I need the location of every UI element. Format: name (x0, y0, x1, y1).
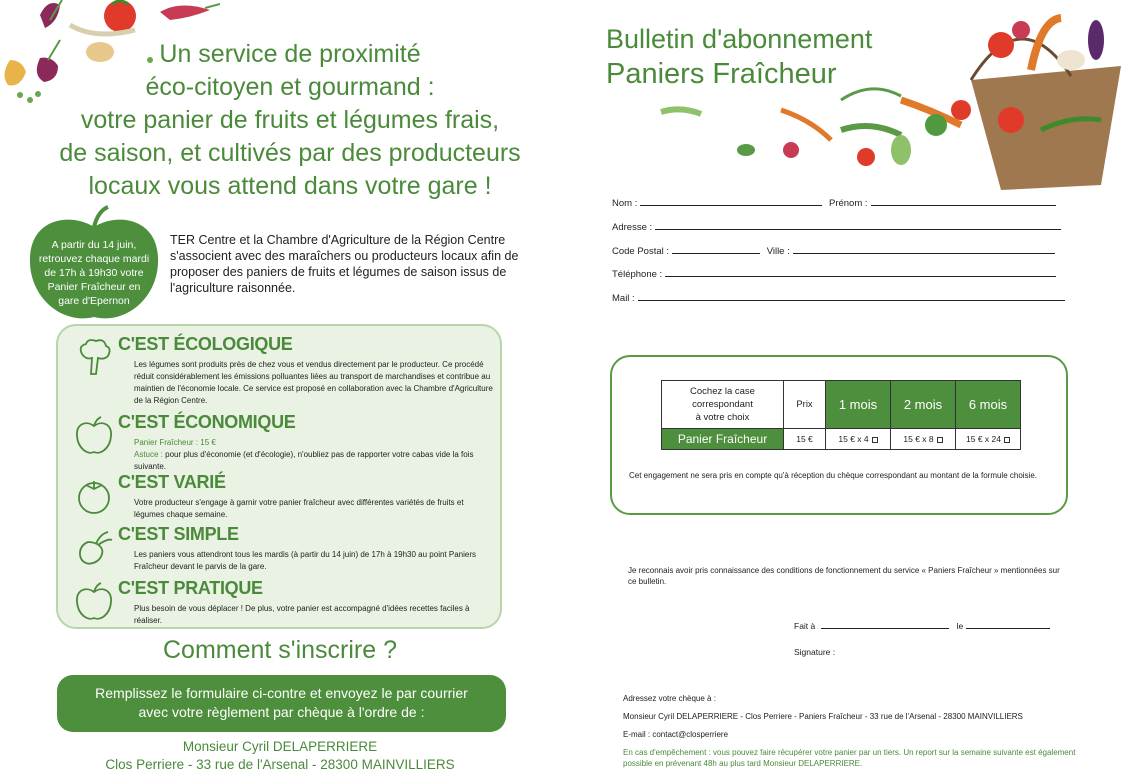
date-field[interactable] (966, 621, 1050, 629)
option-value: 15 € x 8 (903, 434, 934, 444)
email-line: E-mail : contact@closperriere (623, 730, 729, 739)
headline-line: Un service de proximité (159, 40, 421, 68)
subscription-box (610, 355, 1068, 515)
choice-header-line: correspondant (692, 399, 753, 410)
checkbox-icon[interactable] (872, 437, 878, 443)
adresse-field[interactable] (655, 222, 1061, 230)
row-label: Panier Fraîcheur (662, 429, 784, 450)
payee-name: Monsieur Cyril DELAPERRIERE (182, 739, 378, 754)
headline-line: locaux vous attend dans votre gare ! (88, 172, 492, 200)
intro-paragraph: TER Centre et la Chambre d'Agriculture de la Région Centre s'associent avec des maraîchers ou producteurs locaux afin de proposer des paniers de fruits et légumes de saison issus de l'agriculture raisonnée. (170, 233, 519, 295)
fait-row (794, 621, 1050, 631)
month-header-6: 6 mois (956, 381, 1021, 429)
instructions-line: Remplissez le formulaire ci-contre et envoyez le par courrier (95, 685, 468, 701)
headline (40, 38, 540, 203)
feature-title: C'EST SIMPLE (118, 524, 239, 544)
broccoli-icon (74, 338, 114, 378)
feature-title: C'EST PRATIQUE (118, 578, 263, 598)
fait-label: Fait à (794, 621, 816, 631)
apple-icon (74, 416, 114, 456)
form-row-mail (612, 293, 1065, 304)
ville-field[interactable] (793, 246, 1055, 254)
option-1-mois[interactable] (826, 429, 891, 450)
telephone-label: Téléphone : (612, 269, 663, 280)
feature-title: C'EST ÉCONOMIQUE (118, 412, 296, 432)
form-row-city (612, 246, 1055, 257)
option-6-mois[interactable] (956, 429, 1021, 450)
fait-field[interactable] (821, 621, 949, 629)
headline-line: de saison, et cultivés par des producteurs (59, 139, 521, 167)
empechement-note: En cas d'empêchement : vous pouvez faire récupérer votre panier par un tiers. Un report sur la semaine suivante est également possible en prévenant 48h au plus tard Monsieur DELAPERRIERE. (623, 748, 1076, 768)
prix-header: Prix (784, 381, 826, 429)
feature-text: Les légumes sont produits près de chez vous et vendus directement par le producteur. Ce procédé réduit considérablement les émissions polluantes liées au transport de marchandises et contribue au maintien de l'économie locale. Ce service est proposé en collaboration avec la Chambre d'Agriculture de la Région Centre. (134, 360, 493, 405)
comment-sinscrire-heading: Comment s'inscrire ? (163, 636, 397, 664)
bulletin-title: Bulletin d'abonnement (606, 24, 873, 54)
radish-icon (74, 528, 114, 568)
right-page (561, 0, 1122, 774)
option-2-mois[interactable] (891, 429, 956, 450)
feature-title: C'EST ÉCOLOGIQUE (118, 334, 293, 354)
tomato-icon (74, 476, 114, 516)
apple-badge (28, 205, 160, 325)
features-box (56, 324, 502, 629)
payee-address (60, 738, 500, 774)
subscription-table (661, 380, 1021, 450)
signature-label: Signature : (794, 647, 836, 657)
month-header-1: 1 mois (826, 381, 891, 429)
feature-text: Votre producteur s'engage à garnir votre panier fraîcheur avec différentes variétés de fruits et légumes chaque semaine. (134, 498, 464, 519)
option-value: 15 € x 4 (838, 434, 869, 444)
apple-icon (74, 582, 114, 622)
engagement-note: Cet engagement ne sera pris en compte qu'à réception du chèque correspondant au montant de la formule choisie. (629, 471, 1038, 480)
choice-header (662, 381, 784, 429)
apple-badge-text: A partir du 14 juin, retrouvez chaque mardi de 17h à 19h30 votre Panier Fraîcheur en gare d'Epernon (38, 239, 150, 307)
adressez-label: Adressez votre chèque à : (623, 694, 716, 703)
acknowledgement-text: Je reconnais avoir pris connaissance des conditions de fonctionnement du service « Paniers Fraîcheur » mentionnées sur ce bulletin. (628, 566, 1060, 586)
prenom-label: Prénom : (828, 198, 868, 209)
checkbox-icon[interactable] (1004, 437, 1010, 443)
adresse-label: Adresse : (612, 222, 653, 233)
headline-line: éco-citoyen et gourmand : (145, 73, 435, 101)
le-label: le (956, 621, 964, 631)
choice-header-line: Cochez la case (690, 386, 755, 397)
astuce-label: Astuce : (134, 450, 163, 459)
postal-address: Monsieur Cyril DELAPERRIERE - Clos Perriere - Paniers Fraîcheur - 33 rue de l'Arsenal - 28300 MAINVILLIERS (623, 712, 1023, 721)
instructions-pill (57, 675, 506, 732)
price-line: Panier Fraîcheur : 15 € (134, 438, 216, 447)
telephone-field[interactable] (665, 269, 1056, 277)
prix-value: 15 € (784, 429, 826, 450)
mail-label: Mail : (612, 293, 635, 304)
form-row-name (612, 198, 1056, 209)
code-postal-field[interactable] (672, 246, 760, 254)
form-row-phone (612, 269, 1056, 280)
option-value: 15 € x 24 (966, 434, 1001, 444)
feature-text (134, 437, 496, 473)
form-row-address (612, 222, 1061, 233)
checkbox-icon[interactable] (937, 437, 943, 443)
nom-label: Nom : (612, 198, 638, 209)
feature-text: Les paniers vous attendront tous les mardis (à partir du 14 juin) de 17h à 19h30 au point Paniers Fraîcheur devant le parvis de la gare. (134, 550, 476, 571)
instructions-line: avec votre règlement par chèque à l'ordre de : (138, 704, 425, 720)
mail-field[interactable] (638, 293, 1065, 301)
feature-title: C'EST VARIÉ (118, 472, 226, 492)
payee-street: Clos Perriere - 33 rue de l'Arsenal - 28300 MAINVILLIERS (105, 757, 455, 772)
astuce-text: pour plus d'économie (et d'écologie), n'oubliez pas de rapporter votre cabas vide la fois suivante. (134, 450, 474, 471)
headline-line: votre panier de fruits et légumes frais, (80, 106, 500, 134)
feature-text: Plus besoin de vous déplacer ! De plus, votre panier est accompagné d'idées recettes faciles à réaliser. (134, 604, 470, 625)
month-header-2: 2 mois (891, 381, 956, 429)
prenom-field[interactable] (871, 198, 1056, 206)
nom-field[interactable] (640, 198, 822, 206)
bulletin-subtitle: Paniers Fraîcheur (606, 58, 837, 90)
choice-header-line: à votre choix (695, 412, 750, 423)
ville-label: Ville : (766, 246, 790, 257)
code-postal-label: Code Postal : (612, 246, 670, 257)
